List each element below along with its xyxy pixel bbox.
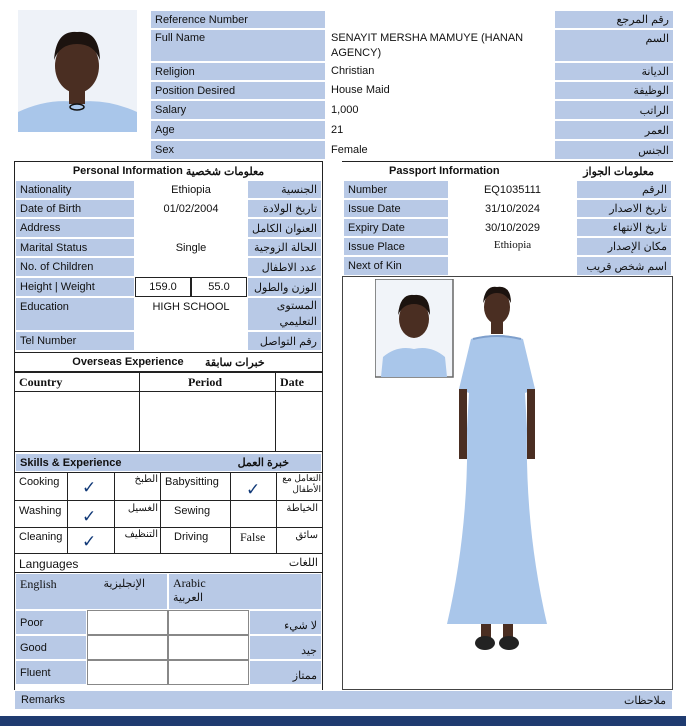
language-english-level-cell[interactable] — [87, 660, 168, 685]
address-label: Address — [15, 218, 135, 238]
skill-cleaning-check[interactable]: ✓ — [82, 532, 97, 552]
tel-label: Tel Number — [15, 331, 135, 351]
passport-value: 31/10/2024 — [449, 199, 576, 218]
dob-label: Date of Birth — [15, 199, 135, 218]
skill-babysitting-ar: التعامل مع الأطفال — [282, 473, 321, 494]
english-header: English الإنجليزية — [15, 573, 168, 610]
language-level-ar-label: لا شيء — [249, 610, 322, 635]
skill-cooking-check[interactable]: ✓ — [82, 478, 97, 498]
nationality-ar-label: الجنسية — [247, 180, 322, 199]
passport-label: Next of Kin — [343, 256, 449, 276]
passport-label: Expiry Date — [343, 218, 449, 237]
skills-title: Skills & Experience خبرة العمل — [15, 453, 322, 472]
passport-ar-label: الرقم — [576, 180, 672, 199]
languages-ar-label: اللغات — [288, 557, 318, 569]
language-english-level-cell[interactable] — [87, 635, 168, 660]
passport-ar-label: تاريخ الانتهاء — [576, 218, 672, 237]
header-value: House Maid — [326, 81, 554, 100]
skill-cooking-ar: الطبخ — [134, 474, 158, 485]
language-arabic-level-cell[interactable] — [168, 635, 249, 660]
language-level-label: Fluent — [15, 660, 87, 685]
skill-cleaning-ar: التنظيف — [124, 529, 158, 540]
remarks-row — [14, 690, 673, 710]
overseas-country-header: Country — [19, 375, 63, 389]
header-ar-label: رقم المرجع — [554, 10, 674, 29]
height-weight-label: Height | Weight — [15, 277, 135, 297]
language-level-ar-label: ممتاز — [249, 660, 322, 685]
header-value: Female — [326, 140, 554, 160]
skill-driving-value: False — [240, 530, 266, 544]
language-level-label: Good — [15, 635, 87, 660]
passport-title: Passport Information معلومات الجواز — [389, 165, 654, 178]
passport-value: 30/10/2029 — [449, 218, 576, 237]
header-ar-label: السم — [554, 29, 674, 62]
skill-driving-label: Driving — [174, 531, 209, 543]
language-arabic-level-cell[interactable] — [168, 660, 249, 685]
language-level-ar-label: جيد — [249, 635, 322, 660]
language-level-label: Poor — [15, 610, 87, 635]
skill-cooking-label: Cooking — [19, 476, 60, 488]
personal-info-title: Personal Information معلومات شخصية — [72, 165, 265, 178]
nationality-value: Ethiopia — [135, 180, 247, 199]
skill-cleaning-label: Cleaning — [19, 531, 63, 543]
overseas-period-header: Period — [188, 375, 222, 389]
marital-ar-label: الحالة الزوجية — [247, 238, 322, 257]
education-value: HIGH SCHOOL — [135, 297, 247, 317]
header-value: SENAYIT MERSHA MAMUYE (HANAN AGENCY) — [326, 29, 554, 62]
header-value: 21 — [326, 120, 554, 140]
header-label: Age — [150, 120, 326, 140]
passport-value: Ethiopia — [449, 237, 576, 256]
header-label: Full Name — [150, 29, 326, 62]
dob-value: 01/02/2004 — [135, 199, 247, 218]
height-weight-ar-label: الوزن والطول — [247, 277, 322, 297]
children-value — [135, 257, 247, 277]
marital-label: Marital Status — [15, 238, 135, 257]
arabic-header: Arabic العربية — [168, 573, 322, 610]
address-value — [135, 218, 247, 238]
height-value: 159.0 — [135, 277, 191, 297]
overseas-date-header: Date — [280, 375, 304, 389]
header-ar-label: الوظيفة — [554, 81, 674, 100]
header-ar-label: الراتب — [554, 100, 674, 120]
skill-babysitting-check[interactable]: ✓ — [246, 480, 261, 500]
tel-ar-label: رقم التواصل — [247, 331, 322, 351]
header-ar-label: الجنس — [554, 140, 674, 160]
nationality-label: Nationality — [15, 180, 135, 199]
header-ar-label: الديانة — [554, 62, 674, 81]
header-label: Salary — [150, 100, 326, 120]
passport-value: EQ1035111 — [449, 180, 576, 199]
skill-washing-check[interactable]: ✓ — [82, 507, 97, 527]
skill-sewing-label: Sewing — [174, 505, 211, 517]
passport-label: Issue Date — [343, 199, 449, 218]
header-label: Position Desired — [150, 81, 326, 100]
header-ar-label: العمر — [554, 120, 674, 140]
skill-washing-ar: الغسيل — [127, 503, 158, 514]
footer-bar — [0, 716, 686, 726]
header-value: Christian — [326, 62, 554, 81]
skill-sewing-ar: الخياطة — [286, 503, 318, 514]
dob-ar-label: تاريخ الولادة — [247, 199, 322, 218]
weight-value: 55.0 — [191, 277, 247, 297]
children-ar-label: عدد الاطفال — [247, 257, 322, 277]
passport-ar-label: اسم شخص قريب — [576, 256, 672, 276]
language-arabic-level-cell[interactable] — [168, 610, 249, 635]
passport-ar-label: تاريخ الاصدار — [576, 199, 672, 218]
header-value: 1,000 — [326, 100, 554, 120]
header-label: Sex — [150, 140, 326, 160]
remarks-label: Remarks — [21, 694, 66, 706]
children-label: No. of Children — [15, 257, 135, 277]
header-value — [326, 10, 554, 29]
remarks-ar-label: ملاحظات — [624, 694, 666, 707]
header-label: Religion — [150, 62, 326, 81]
passport-label: Issue Place — [343, 237, 449, 256]
languages-label: Languages — [19, 557, 79, 571]
education-ar-label: المستوى التعليمي — [247, 297, 322, 331]
skill-washing-label: Washing — [19, 505, 62, 517]
education-label: Education — [15, 297, 135, 331]
header-label: Reference Number — [150, 10, 326, 29]
address-ar-label: العنوان الكامل — [247, 218, 322, 238]
passport-ar-label: مكان الإصدار — [576, 237, 672, 256]
tel-value — [135, 331, 247, 351]
skill-babysitting-label: Babysitting — [165, 476, 219, 488]
passport-label: Number — [343, 180, 449, 199]
overseas-title: Overseas Experience خبرات سابقة — [72, 356, 265, 369]
fullbody-photo — [375, 279, 555, 664]
skill-driving-ar: سائق — [295, 530, 318, 541]
passport-value — [449, 256, 576, 276]
language-english-level-cell[interactable] — [87, 610, 168, 635]
portrait-photo — [18, 10, 137, 132]
marital-value: Single — [135, 238, 247, 257]
